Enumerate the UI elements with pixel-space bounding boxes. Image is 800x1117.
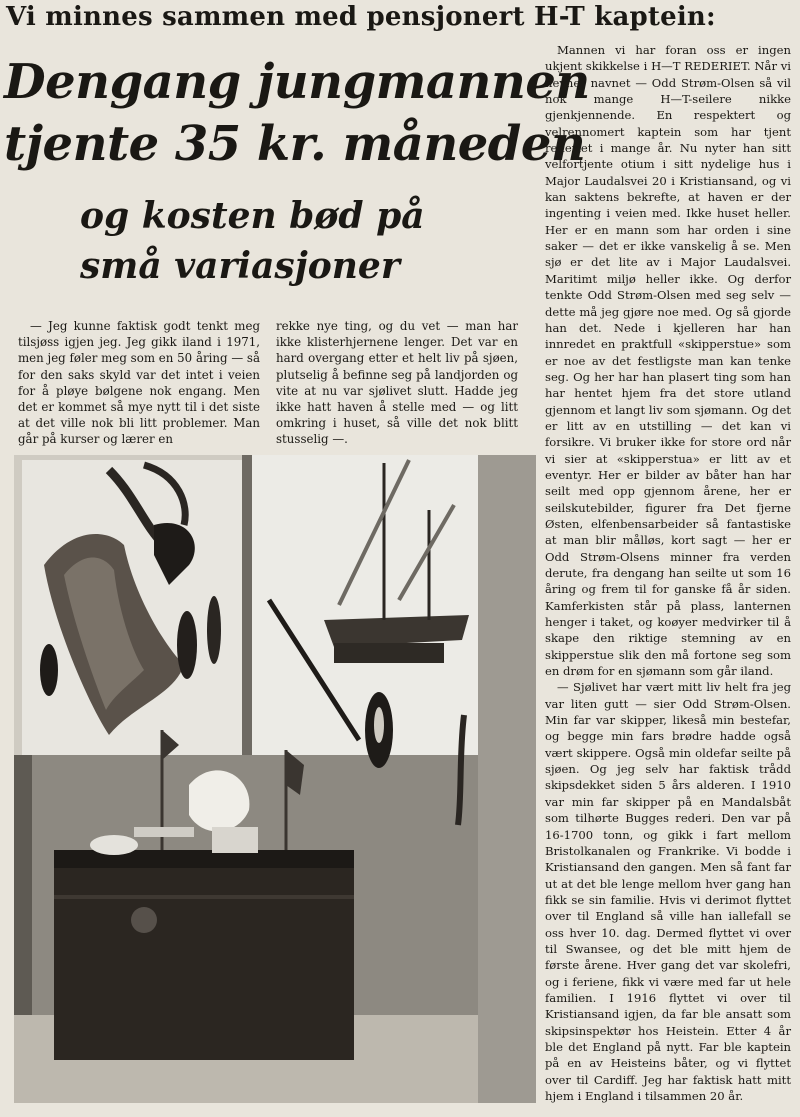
article-photo [14, 455, 536, 1103]
headline-line-2: tjente 35 kr. måneden [4, 116, 586, 172]
skipperstue-photo-illustration [14, 455, 536, 1103]
paragraph-right-1: Mannen vi har foran oss er ingen ukjent skikkelse i H—T REDERIET. Når vi nevner navnet — Odd Strøm-Olsen så vil nok mange H—T-seilere nikke gjenkjennende. En respektert og velrennomert kaptein som har tjent rederiet i mange år. Nu nyter han sitt velfortjente otium i sitt nydelige hus i Major Laudalsvei 20 i Kristiansand, og vi kan saktens bekrefte, at haven er der ingenting i veien med. Ikke huset heller. Her er en mann som har orden i sine saker — det er ikke vanskelig å se. Men sjø er det lite av i Major Laudalsvei. Maritimt miljø heller ikke. Og derfor tenkte Odd Strøm-Olsen med seg selv — dette må jeg gjøre noe med. Og så gjorde han det. Nede i kjelleren har han innredet en praktfull «skipperstue» som er noe av det festligste man kan tenke seg. Og her har han plasert ting som han har hentet hjem fra det store utland gjennom et langt liv som sjømann. Og det er litt av en utstilling — det kan vi forsikre. Vi bruker ikke for store ord når vi sier at «skipperstua» er litt av et eventyr. Her er bilder av båter han har seilt med opp gjennom årene, her er seilskutebilder, figurer fra Det fjerne Østen, elfenbensarbeider så fantastiske at man blir målløs, kort sagt — her er Odd Strøm-Olsens minner fra verden derute, fra dengang han seilte ut som 16 åring og frem til for ganske få år siden. Kamferkisten står på plass, lanternen henger i taket, og koøyer medvirker til å skape den riktige stemning av en skipperstue slik den må fortone seg som en drøm for en sjømann som går iland. [545, 43, 791, 679]
paragraph-right-2: — Sjølivet har vært mitt liv helt fra jeg var liten gutt — sier Odd Strøm-Olsen. Min far var skipper, likeså min bestefar, og begge min fars brødre hadde også vært skippere. Også min oldefar seilte på sjøen. Og jeg selv har faktisk trådd skipsdekket siden 5 års alderen. I 1910 var min far skipper på en Mandalsbåt som tilhørte Bugges rederi. Den var på 16-1700 tonn, og gikk i fart mellom Bristolkanalen og Frankrike. Vi bodde i Kristiansand den gangen. Men så fant far ut at det ble lenge mellom hver gang han fikk se sin familie. Hvis vi derimot flyttet over til England så ville han iallefall se oss hver 10. dag. Dermed flyttet vi over til Swansee, og det ble mitt hjem de første årene. Hver gang det var skolefri, og i feriene, fikk vi være med far ut hele familien. I 1916 flyttet vi over til Kristiansand igjen, da far ble ansatt som skipsinspektør hos Heistein. Etter 4 år ble det England på nytt. Far ble kaptein på en av Heisteins båter, og vi flyttet over til Cardiff. Jeg har faktisk hatt mitt hjem i England i tilsammen 20 år. [545, 680, 791, 1103]
subheadline-line-1: og kosten bød på [80, 195, 425, 237]
subheadline-line-2: små variasjoner [80, 245, 400, 287]
body-column-right [545, 42, 791, 1104]
kicker-line: Vi minnes sammen med pensjonert H-T kaptein: [6, 2, 716, 32]
body-column-left [18, 318, 260, 448]
headline-line-1: Dengang jungmannen [4, 54, 590, 110]
paragraph-intro: — Jeg kunne faktisk godt tenkt meg tilsjøss igjen jeg. Jeg gikk iland i 1971, men jeg føler meg som en 50 åring — så for den saks skyld var det intet i veien for å pløye bølgene nok engang. Men det er kommet så mye nytt til i det siste at det ville nok bli litt problemer. Man går på kurser og lærer en [18, 319, 260, 447]
paragraph-continued: rekke nye ting, og du vet — man har ikke klisterhjernene lenger. Det var en hard overgang etter et helt liv på sjøen, plutselig å befinne seg på landjorden og vite at nu var sjølivet slutt. Hadde jeg ikke hatt haven å stelle med — og litt omkring i huset, så ville det nok blitt stusselig —. [276, 319, 518, 447]
body-column-middle [276, 318, 518, 448]
